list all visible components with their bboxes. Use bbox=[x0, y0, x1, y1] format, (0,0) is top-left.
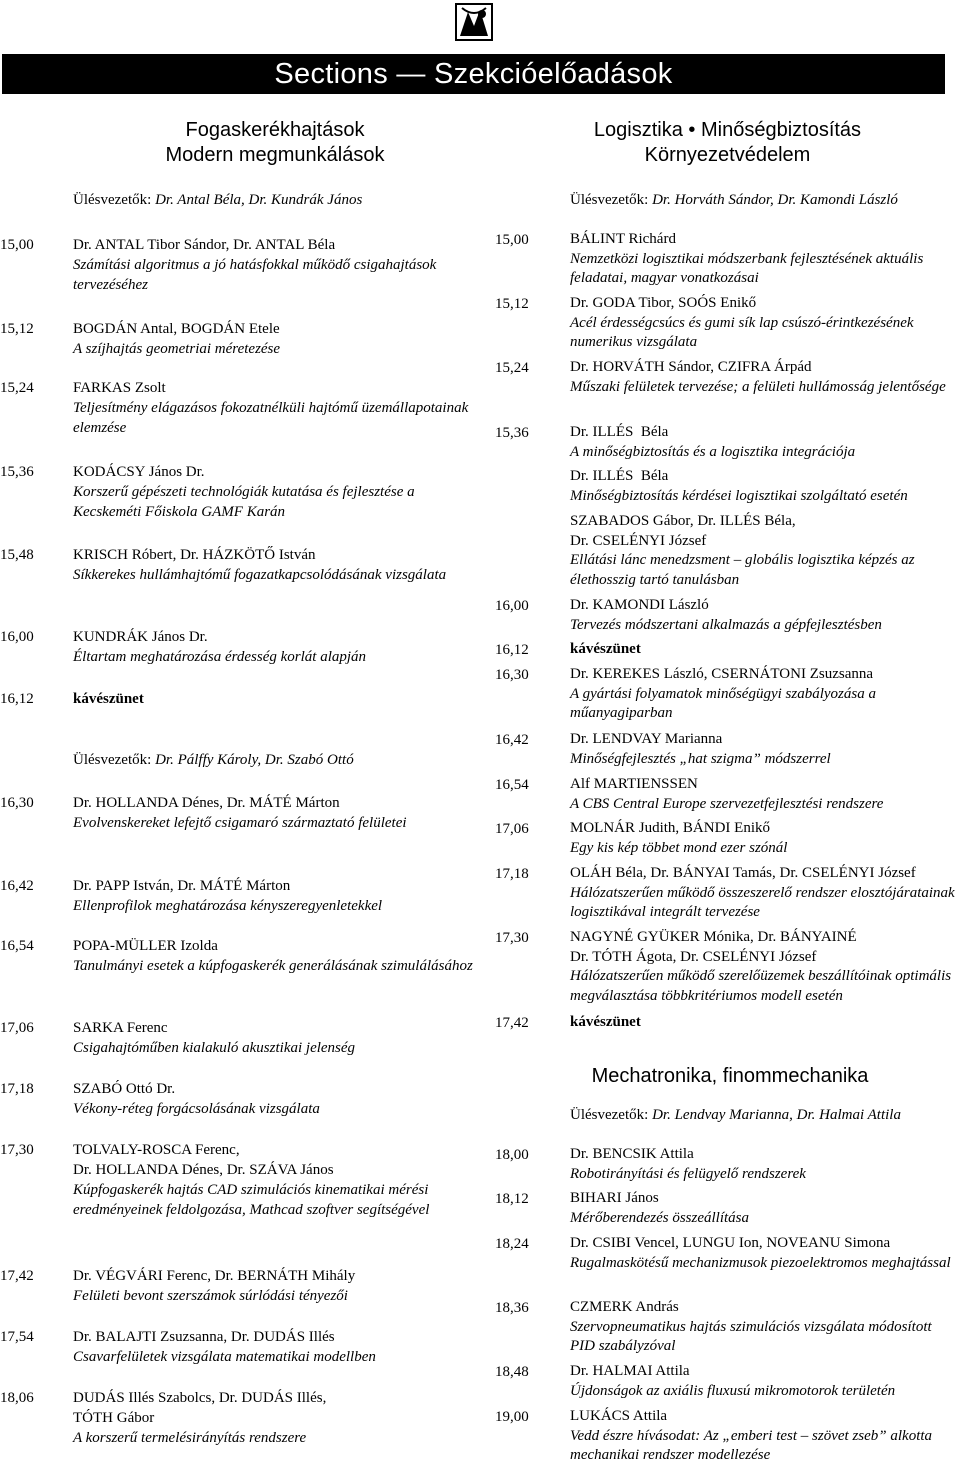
talk-authors: MOLNÁR Judith, BÁNDI Enikő bbox=[570, 820, 771, 836]
talk-body bbox=[570, 358, 960, 397]
talk-title: A minőségbiztosítás és a logisztika integrációja bbox=[570, 443, 856, 460]
section-title-line1: Logisztika • Minőségbiztosítás bbox=[593, 119, 862, 141]
talk-time: 15,24 bbox=[0, 380, 34, 396]
talk-body bbox=[73, 319, 473, 359]
talk-authors: OLÁH Béla, Dr. BÁNYAI Tamás, Dr. CSELÉNYI József bbox=[570, 865, 916, 881]
talk-time: 16,42 bbox=[0, 878, 34, 894]
talk-title: Műszaki felületek tervezése; a felületi hullámosság jelentősége bbox=[570, 378, 946, 395]
talk-time: 17,30 bbox=[495, 930, 529, 946]
talk-body bbox=[570, 1298, 960, 1357]
talk-time: 16,42 bbox=[495, 732, 529, 748]
talk-authors: CZMERK András bbox=[570, 1299, 679, 1315]
chairs-names: Dr. Horváth Sándor, Dr. Kamondi László bbox=[648, 192, 898, 208]
talk-title: Minőségfejlesztés „hat szigma” módszerrel bbox=[570, 750, 831, 767]
session-chairs-2 bbox=[73, 752, 354, 769]
talk-body bbox=[73, 235, 473, 295]
talk-time: 15,12 bbox=[495, 296, 529, 312]
talk-time: 16,12 bbox=[495, 642, 529, 658]
chairs-names: Dr. Pálffy Károly, Dr. Szabó Ottó bbox=[151, 752, 354, 768]
talk-authors: Dr. PAPP István, Dr. MÁTÉ Márton bbox=[73, 878, 291, 894]
talk-authors: DUDÁS Illés Szabolcs, Dr. DUDÁS Illés, TÓTH Gábor bbox=[73, 1390, 327, 1426]
talk-time: 17,06 bbox=[0, 1020, 34, 1036]
talk-title: Szervopneumatikus hajtás szimulációs vizsgálata módosított PID szabályzóval bbox=[570, 1318, 932, 1354]
chairs-names: Dr. Lendvay Marianna, Dr. Halmai Attila bbox=[648, 1107, 901, 1123]
talk-title: Evolvenskereket lefejtő csigamaró származtató felületei bbox=[73, 815, 407, 831]
talk-time: 17,42 bbox=[0, 1268, 34, 1284]
talk-body bbox=[570, 775, 960, 814]
talk-authors: SZABADOS Gábor, Dr. ILLÉS Béla, Dr. CSELÉNYI József bbox=[570, 513, 796, 549]
talk-authors: Dr. ILLÉS Béla bbox=[570, 468, 669, 484]
talk-title: Csigahajtóműben kialakuló akusztikai jelenség bbox=[73, 1040, 356, 1056]
talk-authors: Dr. KAMONDI László bbox=[570, 597, 709, 613]
talk-title: A gyártási folyamatok minőségügyi szabályozása a műanyagiparban bbox=[570, 685, 876, 721]
talk-time: 15,00 bbox=[495, 232, 529, 248]
talk-body bbox=[570, 294, 960, 353]
talk-body bbox=[73, 1388, 473, 1448]
talk-body bbox=[73, 1079, 473, 1119]
talk-title: A szíjhajtás geometriai méretezése bbox=[73, 341, 281, 357]
talk-body bbox=[73, 1140, 473, 1220]
talk-time: 17,06 bbox=[495, 821, 529, 837]
talk-title: Mérőberendezés összeállítása bbox=[570, 1209, 750, 1226]
talk-body bbox=[73, 378, 473, 438]
talk-authors: Dr. BENCSIK Attila bbox=[570, 1146, 694, 1162]
talk-body bbox=[570, 230, 960, 289]
talk-authors: BÁLINT Richárd bbox=[570, 231, 676, 247]
talk-authors: Dr. GODA Tibor, SOÓS Enikő bbox=[570, 295, 757, 311]
talk-authors: Dr. CSIBI Vencel, LUNGU Ion, NOVEANU Simona bbox=[570, 1235, 891, 1251]
talk-body bbox=[570, 1362, 960, 1401]
talk-title: Egy kis kép többet mond ezer szónál bbox=[570, 839, 788, 856]
talk-title: Rugalmaskötésű mechanizmusok piezoelektromos meghajtással bbox=[570, 1254, 951, 1271]
talk-title: Acél érdességcsúcs és gumi sík lap csúszó-érintkezésének numerikus vizsgálata bbox=[570, 314, 914, 350]
talk-body bbox=[570, 730, 960, 769]
talk-time: 16,00 bbox=[495, 598, 529, 614]
talk-time: 17,30 bbox=[0, 1142, 34, 1158]
talk-authors: Dr. HORVÁTH Sándor, CZIFRA Árpád bbox=[570, 359, 812, 375]
talk-body bbox=[73, 545, 473, 585]
talk-title: Újdonságok az axiális fluxusú mikromotorok területén bbox=[570, 1382, 896, 1399]
talk-authors: BOGDÁN Antal, BOGDÁN Etele bbox=[73, 321, 280, 337]
chairs-label: Ülésvezetők: bbox=[73, 192, 152, 208]
session-chairs bbox=[73, 192, 362, 209]
talk-authors: KUNDRÁK János Dr. bbox=[73, 629, 208, 645]
talk-authors: POPA-MÜLLER Izolda bbox=[73, 938, 218, 954]
talk-title: Vékony-réteg forgácsolásának vizsgálata bbox=[73, 1101, 320, 1117]
section-title bbox=[70, 118, 480, 168]
talk-title: A CBS Central Europe szervezetfejlesztési rendszere bbox=[570, 795, 884, 812]
talk-title: Hálózatszerűen működő szerelőüzemek beszállítóinak optimális megválasztása többkritériumos modell esetén bbox=[570, 968, 952, 1004]
section-title-line2: Környezetvédelem bbox=[644, 144, 811, 166]
talk-time: 15,00 bbox=[0, 237, 34, 253]
talk-time: 16,30 bbox=[0, 795, 34, 811]
talk-body bbox=[73, 793, 473, 833]
chairs-label: Ülésvezetők: bbox=[570, 1107, 649, 1123]
talk-title: Robotirányítási és felügyelő rendszerek bbox=[570, 1165, 806, 1182]
talk-time: 15,36 bbox=[495, 425, 529, 441]
section-title-line2: Modern megmunkálások bbox=[165, 144, 385, 166]
talk-body bbox=[570, 423, 960, 462]
talk-body bbox=[570, 665, 960, 724]
talk-title: Ellátási lánc menedzsment – globális logisztika képzés az élethosszig tartó tanulásban bbox=[570, 552, 915, 588]
talk-title: Felületi bevont szerszámok súrlódási tényezői bbox=[73, 1288, 348, 1304]
talk-time: 18,36 bbox=[495, 1300, 529, 1316]
talk-body bbox=[73, 876, 473, 916]
talk-body bbox=[570, 1234, 960, 1273]
talk-body bbox=[73, 627, 473, 667]
talk-authors: Alf MARTIENSSEN bbox=[570, 776, 698, 792]
talk-time: 15,24 bbox=[495, 360, 529, 376]
talk-time: 18,12 bbox=[495, 1191, 529, 1207]
talk-authors: KODÁCSY János Dr. bbox=[73, 464, 205, 480]
talk-title: Csavarfelületek vizsgálata matematikai modellben bbox=[73, 1349, 376, 1365]
coffee-break: kávészünet bbox=[570, 641, 641, 657]
talk-title: Kúpfogaskerék hajtás CAD szimulációs kinematikai mérési eredményeinek feldolgozása, Mathcad szoftver segítségével bbox=[73, 1182, 430, 1218]
talk-body bbox=[570, 1013, 960, 1033]
talk-body bbox=[73, 462, 473, 522]
talk-time: 15,36 bbox=[0, 464, 34, 480]
talk-title: Számítási algoritmus a jó hatásfokkal működő csigahajtások tervezéséhez bbox=[73, 257, 437, 293]
section-title-line1: Fogaskerékhajtások bbox=[185, 119, 365, 141]
talk-time: 18,00 bbox=[495, 1147, 529, 1163]
talk-body bbox=[570, 928, 960, 1006]
talk-time: 19,00 bbox=[495, 1409, 529, 1425]
session-chairs bbox=[570, 192, 898, 209]
talk-time: 18,48 bbox=[495, 1364, 529, 1380]
chairs-names: Dr. Antal Béla, Dr. Kundrák János bbox=[151, 192, 363, 208]
talk-authors: SARKA Ferenc bbox=[73, 1020, 168, 1036]
talk-body bbox=[73, 936, 473, 976]
page-title: Sections — Szekcióelőadások bbox=[2, 54, 945, 94]
talk-title: Síkkerekes hullámhajtómű fogazatkapcsolódásának vizsgálata bbox=[73, 567, 447, 583]
talk-authors: TOLVALY-ROSCA Ferenc, Dr. HOLLANDA Dénes, Dr. SZÁVA János bbox=[73, 1142, 334, 1178]
talk-title: Vedd észre hívásodat: Az „emberi test – szövet zseb” alkotta mechanikai rendszer modellezése bbox=[570, 1427, 933, 1463]
talk-body bbox=[570, 864, 960, 923]
talk-authors: LUKÁCS Attila bbox=[570, 1408, 668, 1424]
talk-title: Ellenprofilok meghatározása kényszeregyenletekkel bbox=[73, 898, 383, 914]
talk-time: 17,18 bbox=[495, 866, 529, 882]
talk-body bbox=[570, 1407, 960, 1466]
talk-body bbox=[570, 512, 960, 590]
section-title bbox=[495, 118, 960, 168]
talk-body bbox=[73, 1266, 473, 1306]
talk-time: 15,48 bbox=[0, 547, 34, 563]
talk-time: 16,00 bbox=[0, 629, 34, 645]
talk-body bbox=[570, 1145, 960, 1184]
talk-title: Tervezés módszertani alkalmazás a gépfejlesztésben bbox=[570, 616, 882, 633]
talk-title: Teljesítmény elágazásos fokozatnélküli hajtómű üzemállapotainak elemzése bbox=[73, 400, 469, 436]
session-chairs-2 bbox=[570, 1107, 901, 1124]
talk-authors: Dr. HALMAI Attila bbox=[570, 1363, 690, 1379]
talk-authors: Dr. HOLLANDA Dénes, Dr. MÁTÉ Márton bbox=[73, 795, 340, 811]
talk-body bbox=[73, 1327, 473, 1367]
talk-body bbox=[570, 596, 960, 635]
talk-body bbox=[570, 1189, 960, 1228]
talk-authors: Dr. LENDVAY Marianna bbox=[570, 731, 723, 747]
talk-authors: Dr. VÉGVÁRI Ferenc, Dr. BERNÁTH Mihály bbox=[73, 1268, 356, 1284]
talk-body bbox=[570, 467, 960, 506]
section-title-mechatronics: Mechatronika, finommechanika bbox=[591, 1065, 869, 1087]
talk-time: 15,12 bbox=[0, 321, 34, 337]
talk-authors: Dr. KEREKES László, CSERNÁTONI Zsuzsanna bbox=[570, 666, 874, 682]
talk-time: 17,18 bbox=[0, 1081, 34, 1097]
talk-title: Hálózatszerűen működő összeszerelő rendszer elosztójáratainak logisztikával integrált tervezése bbox=[570, 884, 955, 920]
talk-authors: SZABÓ Ottó Dr. bbox=[73, 1081, 176, 1097]
talk-authors: FARKAS Zsolt bbox=[73, 380, 166, 396]
talk-title: Nemzetközi logisztikai módszerbank fejlesztésének aktuális feladatai, magyar vonatkozásai bbox=[570, 250, 924, 286]
talk-time: 16,54 bbox=[0, 938, 34, 954]
coffee-break: kávészünet bbox=[570, 1014, 641, 1030]
talk-authors: BIHARI János bbox=[570, 1190, 659, 1206]
talk-authors: Dr. BALAJTI Zsuzsanna, Dr. DUDÁS Illés bbox=[73, 1329, 335, 1345]
talk-time: 18,06 bbox=[0, 1390, 34, 1406]
talk-title: Tanulmányi esetek a kúpfogaskerék generálásának szimulálásához bbox=[73, 958, 473, 974]
talk-authors: NAGYNÉ GYÜKER Mónika, Dr. BÁNYAINÉ Dr. TÓTH Ágota, Dr. CSELÉNYI József bbox=[570, 929, 857, 965]
talk-time: 17,54 bbox=[0, 1329, 34, 1345]
talk-time: 16,54 bbox=[495, 777, 529, 793]
chairs-label: Ülésvezetők: bbox=[73, 752, 152, 768]
talk-time: 16,30 bbox=[495, 667, 529, 683]
conference-logo bbox=[454, 2, 494, 42]
talk-title: A korszerű termelésirányítás rendszere bbox=[73, 1430, 307, 1446]
talk-body bbox=[73, 689, 473, 709]
chairs-label: Ülésvezetők: bbox=[570, 192, 649, 208]
coffee-break: kávészünet bbox=[73, 691, 144, 707]
talk-body bbox=[570, 819, 960, 858]
talk-time: 17,42 bbox=[495, 1015, 529, 1031]
talk-authors: Dr. ANTAL Tibor Sándor, Dr. ANTAL Béla bbox=[73, 237, 336, 253]
talk-title: Éltartam meghatározása érdesség korlát alapján bbox=[73, 649, 367, 665]
talk-title: Korszerű gépészeti technológiák kutatása és fejlesztése a Kecskeméti Főiskola GAMF Karán bbox=[73, 484, 415, 520]
talk-time: 18,24 bbox=[495, 1236, 529, 1252]
talk-title: Minőségbiztosítás kérdései logisztikai szolgáltató esetén bbox=[570, 487, 908, 504]
talk-authors: KRISCH Róbert, Dr. HÁZKÖTŐ István bbox=[73, 547, 316, 563]
talk-authors: Dr. ILLÉS Béla bbox=[570, 424, 669, 440]
talk-body bbox=[73, 1018, 473, 1058]
talk-body bbox=[570, 640, 960, 660]
talk-time: 16,12 bbox=[0, 691, 34, 707]
